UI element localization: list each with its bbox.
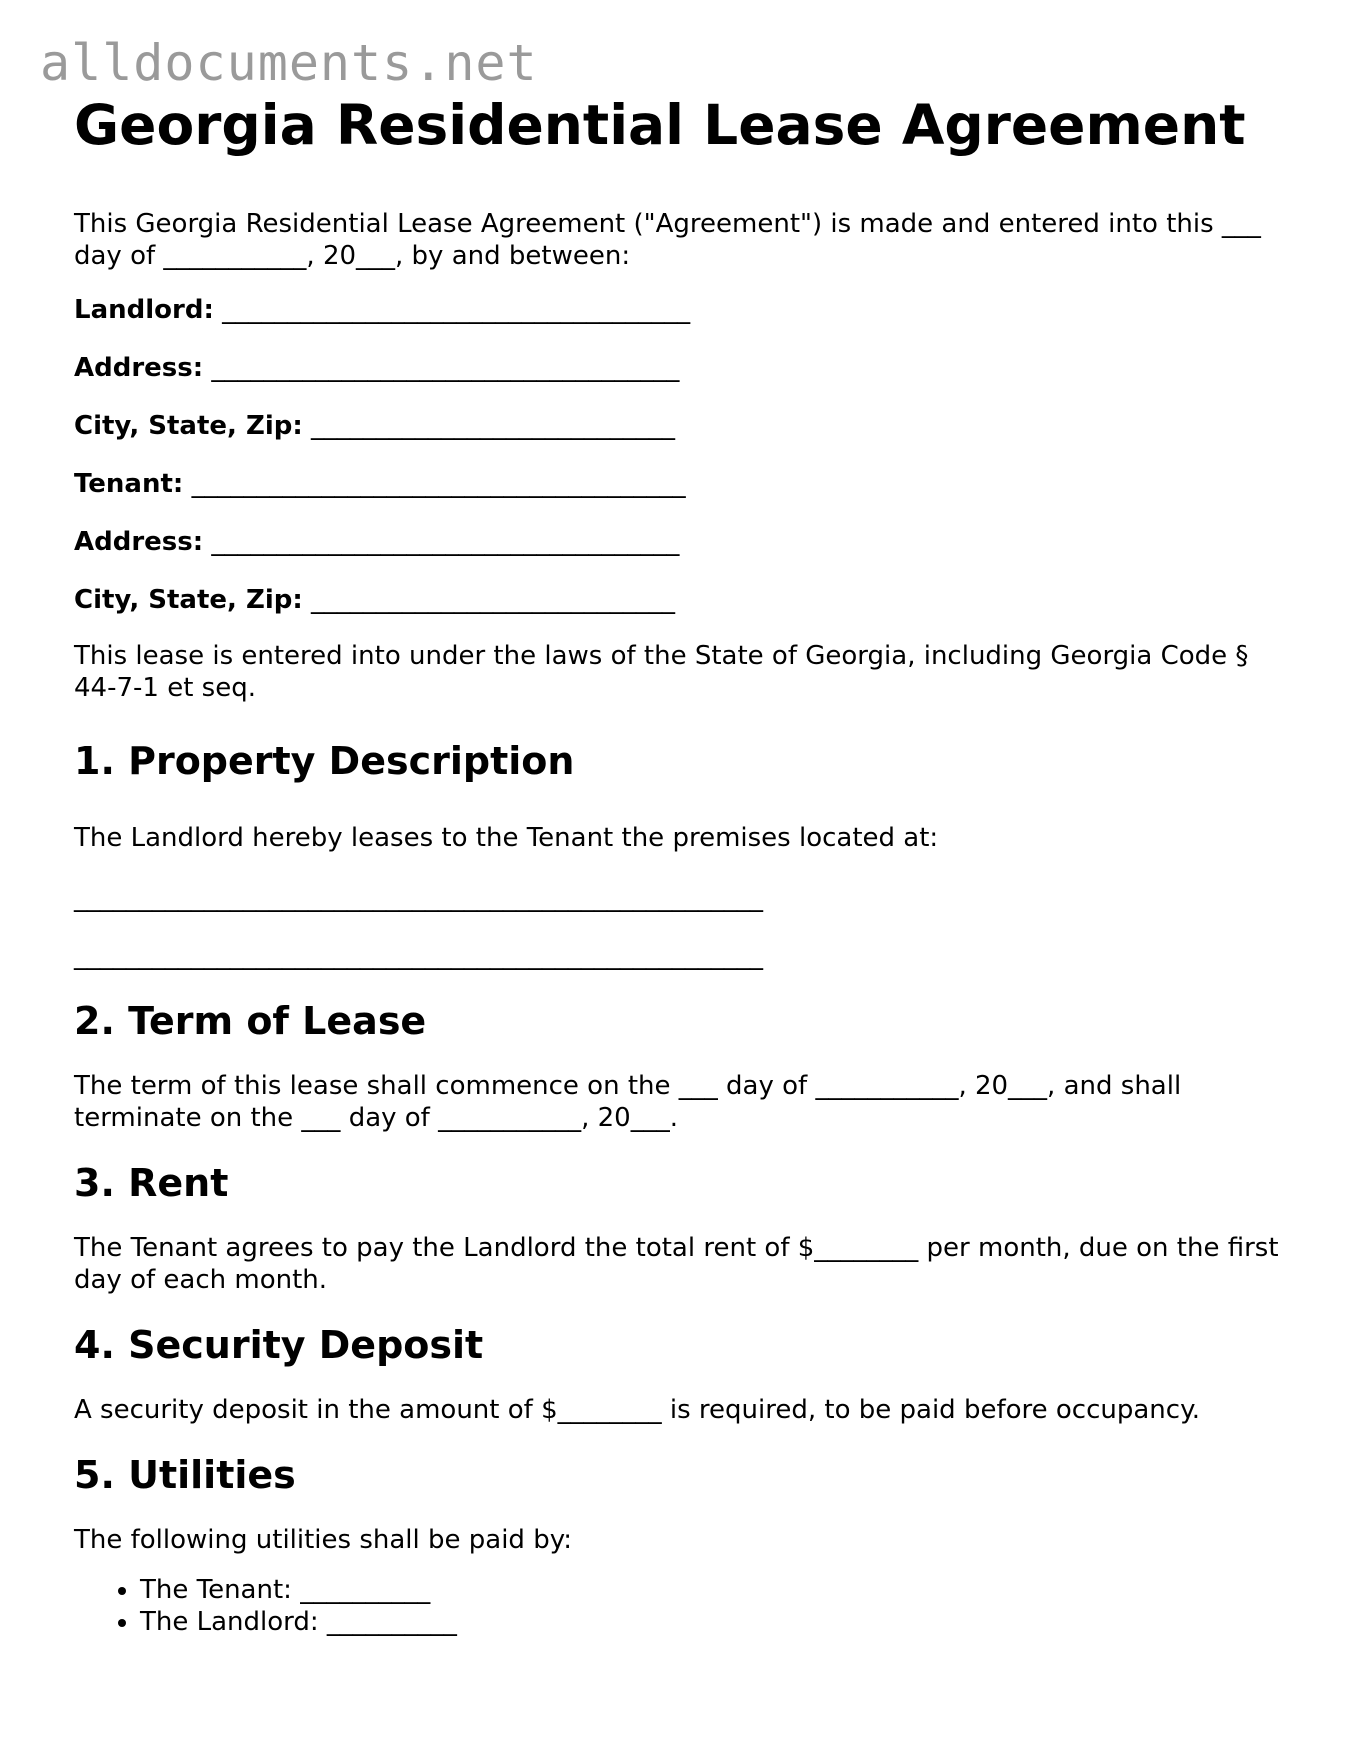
section-heading-deposit: 4. Security Deposit [74, 1323, 484, 1367]
field-blank[interactable]: ____________________________________ [211, 527, 680, 557]
field-label: City, State, Zip: [74, 411, 303, 441]
field-blank[interactable]: ____________________________ [311, 585, 676, 615]
field-blank[interactable]: ______________________________________ [191, 469, 686, 499]
tenant-city-state-zip-field[interactable] [74, 584, 1294, 616]
term-paragraph: The term of this lease shall commence on the ___ day of ___________, 20___, and shall terminate on the ___ day of ___________, 20___. [74, 1071, 1182, 1133]
property-address-line[interactable]: _____________________________________________________ [74, 941, 763, 971]
party-fields [74, 294, 1294, 616]
intro-paragraph: This Georgia Residential Lease Agreement ("Agreement") is made and entered into this ___ day of ___________, 20___, by and between: [74, 209, 1261, 271]
watermark: alldocuments.net [40, 34, 538, 92]
list-item: • The Landlord: __________ [140, 1606, 1294, 1638]
tenant-field[interactable] [74, 468, 1294, 500]
section-heading-property: 1. Property Description [74, 739, 575, 783]
field-label: Address: [74, 527, 204, 557]
landlord-address-field[interactable] [74, 352, 1294, 384]
property-address-lines [74, 882, 1294, 972]
section-heading-term: 2. Term of Lease [74, 999, 427, 1043]
governing-law-paragraph: This lease is entered into under the laws of the State of Georgia, including Georgia Code § 44-7-1 et seq. [74, 641, 1249, 703]
utilities-list [74, 1574, 1294, 1638]
field-blank[interactable]: ____________________________________ [222, 295, 691, 325]
property-paragraph: The Landlord hereby leases to the Tenant the premises located at: [74, 823, 939, 853]
section-heading-rent: 3. Rent [74, 1161, 229, 1205]
landlord-field[interactable] [74, 294, 1294, 326]
utilities-paragraph: The following utilities shall be paid by: [74, 1525, 572, 1555]
section-heading-utilities: 5. Utilities [74, 1453, 296, 1497]
field-label: Landlord: [74, 295, 214, 325]
document-title: Georgia Residential Lease Agreement [74, 93, 1246, 157]
property-address-line[interactable]: _____________________________________________________ [74, 883, 763, 913]
tenant-address-field[interactable] [74, 526, 1294, 558]
rent-paragraph: The Tenant agrees to pay the Landlord the total rent of $________ per month, due on the first day of each month. [74, 1233, 1279, 1295]
deposit-paragraph: A security deposit in the amount of $________ is required, to be paid before occupancy. [74, 1395, 1201, 1425]
field-label: City, State, Zip: [74, 585, 303, 615]
document-page [74, 92, 1294, 1638]
field-blank[interactable]: ____________________________ [311, 411, 676, 441]
field-label: Address: [74, 353, 204, 383]
field-blank[interactable]: ____________________________________ [211, 353, 680, 383]
field-label: Tenant: [74, 469, 184, 499]
landlord-city-state-zip-field[interactable] [74, 410, 1294, 442]
list-item: • The Tenant: __________ [140, 1574, 1294, 1606]
